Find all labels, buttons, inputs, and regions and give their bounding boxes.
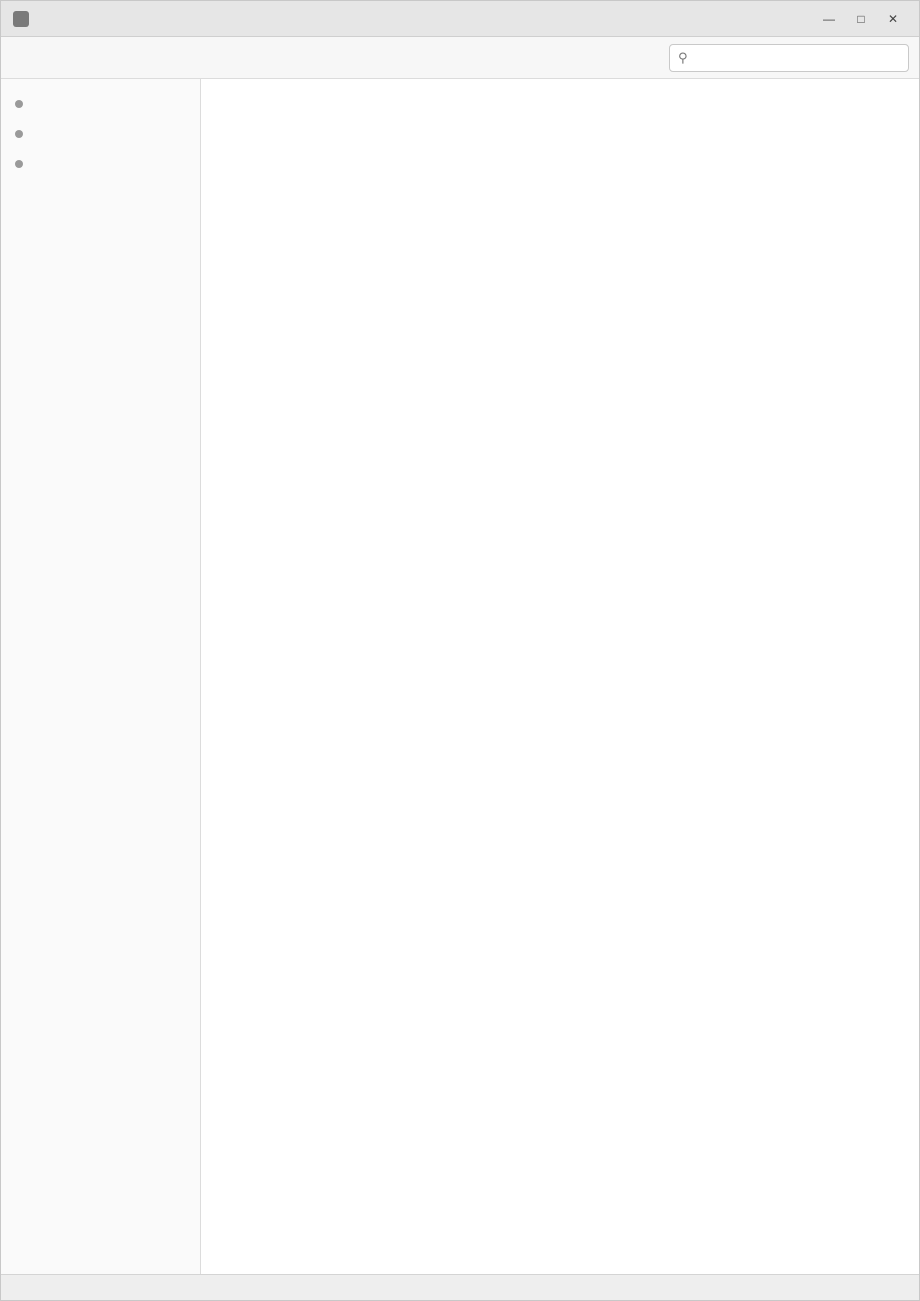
maximize-button[interactable]: [847, 8, 875, 30]
toolbar-button[interactable]: [11, 44, 39, 72]
search-input[interactable]: [694, 51, 900, 65]
toolbar-button[interactable]: [79, 44, 107, 72]
page-title: [225, 99, 895, 123]
body-text: [225, 135, 895, 157]
status-bar: [1, 1274, 919, 1300]
sidebar-item[interactable]: [1, 89, 200, 119]
search-icon: ⚲: [678, 49, 688, 65]
minimize-icon: —: [823, 11, 835, 26]
toolbar: [1, 37, 919, 79]
toolbar-button[interactable]: [45, 44, 73, 72]
app-icon: [13, 11, 29, 27]
sidebar-item[interactable]: [1, 149, 200, 179]
minimize-button[interactable]: [815, 8, 843, 30]
bullet-icon: [15, 130, 23, 138]
bullet-icon: [15, 160, 23, 168]
sidebar-item[interactable]: [1, 119, 200, 149]
bullet-icon: [15, 100, 23, 108]
sidebar: [1, 79, 201, 1274]
maximize-icon: □: [857, 11, 865, 26]
close-button[interactable]: [879, 8, 907, 30]
window-controls: [815, 8, 907, 30]
content-area: [1, 79, 919, 1274]
main-panel: [201, 79, 919, 1274]
search-box: [669, 44, 909, 72]
close-icon: ✕: [887, 11, 899, 26]
title-bar: [1, 1, 919, 37]
